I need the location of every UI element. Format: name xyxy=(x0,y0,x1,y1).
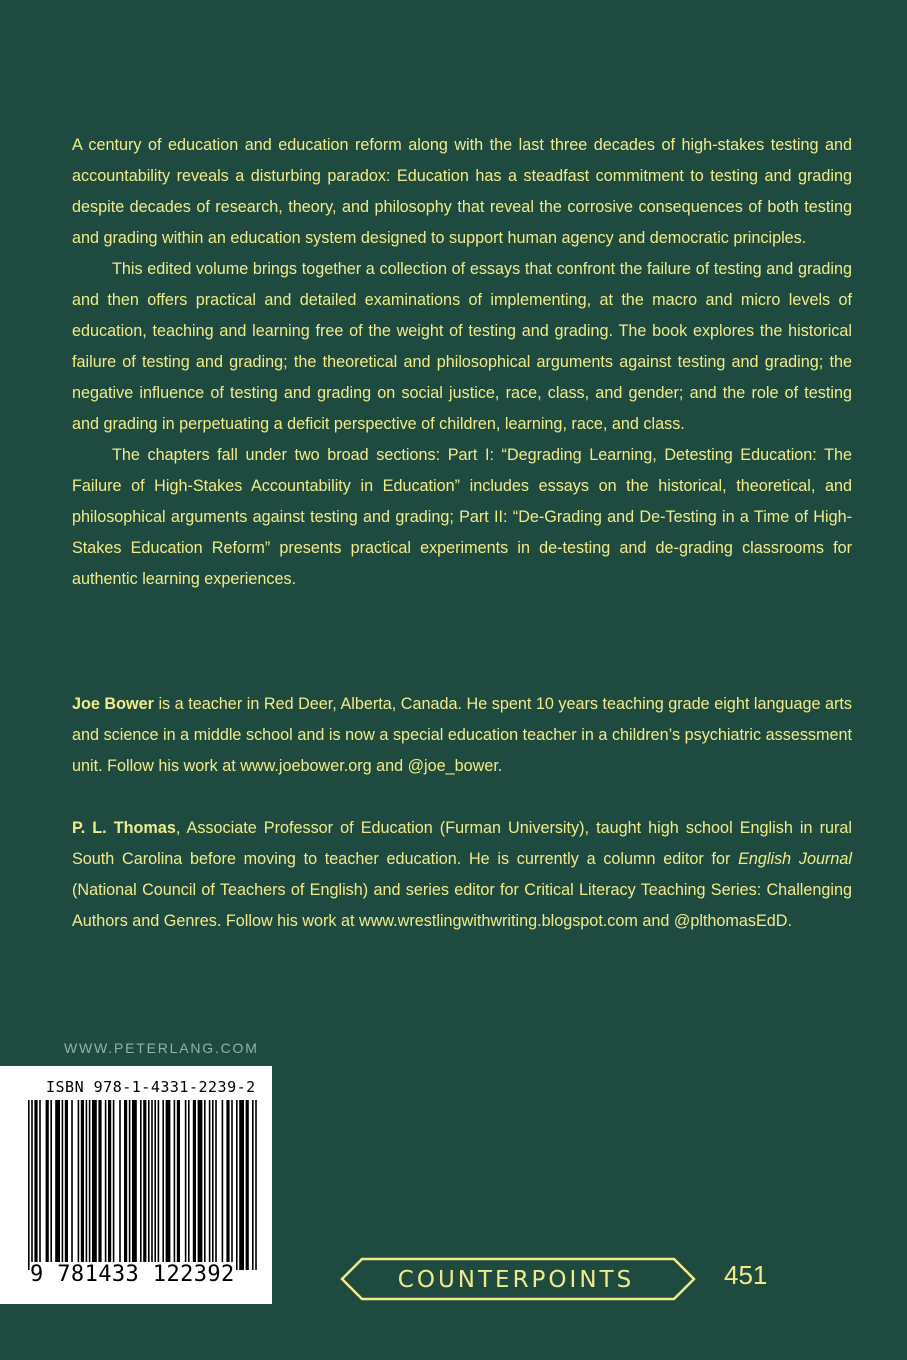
barcode-image xyxy=(28,1100,258,1270)
bio-text-bower: is a teacher in Red Deer, Alberta, Canada. He spent 10 years teaching grade eight language arts and science in a middle school and is now a special education teacher in a children’s psychiatric assessment unit. Follow his work at www.joebower.org and @joe_bower. xyxy=(72,695,852,775)
publisher-url[interactable]: WWW.PETERLANG.COM xyxy=(64,1040,259,1056)
series-number: 451 xyxy=(724,1260,768,1290)
description-paragraph-3: The chapters fall under two broad sections: Part I: “Degrading Learning, Detesting Education: The Failure of High-Stakes Accountability in Education” includes essays on the historical, theoretical, and philosophical arguments against testing and grading; Part II: “De-Grading and De-Testing in a Time of High-Stakes Education Reform” presents practical experiments in de-testing and de-grading classrooms for authentic learning experiences. xyxy=(72,446,852,588)
description-paragraph-1: A century of education and education reform along with the last three decades of high-stakes testing and accountability reveals a disturbing paradox: Education has a steadfast commitment to testing and grading despite decades of research, theory, and philosophy that reveal the corrosive consequences of both testing and grading within an education system designed to support human agency and democratic principles. xyxy=(72,136,852,247)
book-description xyxy=(72,130,852,595)
isbn-label: ISBN 978-1-4331-2239-2 xyxy=(46,1078,256,1096)
counterpoints-logo xyxy=(340,1256,696,1302)
isbn-barcode xyxy=(0,1066,272,1304)
ean-digits: 9 781433 122392 xyxy=(30,1262,235,1287)
bio-joe-bower xyxy=(72,689,852,782)
description-paragraph-2: This edited volume brings together a collection of essays that confront the failure of testing and grading and then offers practical and detailed examinations of implementing, at the macro and micro levels of education, teaching and learning free of the weight of testing and grading. The book explores the historical failure of testing and grading; the theoretical and philosophical arguments against testing and grading; the negative influence of testing and grading on social justice, race, class, and gender; and the role of testing and grading in perpetuating a deficit perspective of children, learning, race, and class. xyxy=(72,260,852,433)
author-bios xyxy=(72,689,852,937)
journal-title: English Journal xyxy=(738,850,852,868)
bio-text-thomas-2: (National Council of Teachers of English) and series editor for Critical Literacy Teaching Series: Challenging Authors and Genres. Follow his work at www.wrestlingwithwriting.blogspot.com and @plthomasEdD. xyxy=(72,881,852,930)
series-name: COUNTERPOINTS xyxy=(397,1267,635,1293)
author-name-bower: Joe Bower xyxy=(72,695,154,713)
bio-text-thomas-1: , Associate Professor of Education (Furman University), taught high school English in rural South Carolina before moving to teacher education. He is currently a column editor for xyxy=(72,819,852,868)
author-name-thomas: P. L. Thomas xyxy=(72,819,176,837)
bio-pl-thomas xyxy=(72,813,852,937)
